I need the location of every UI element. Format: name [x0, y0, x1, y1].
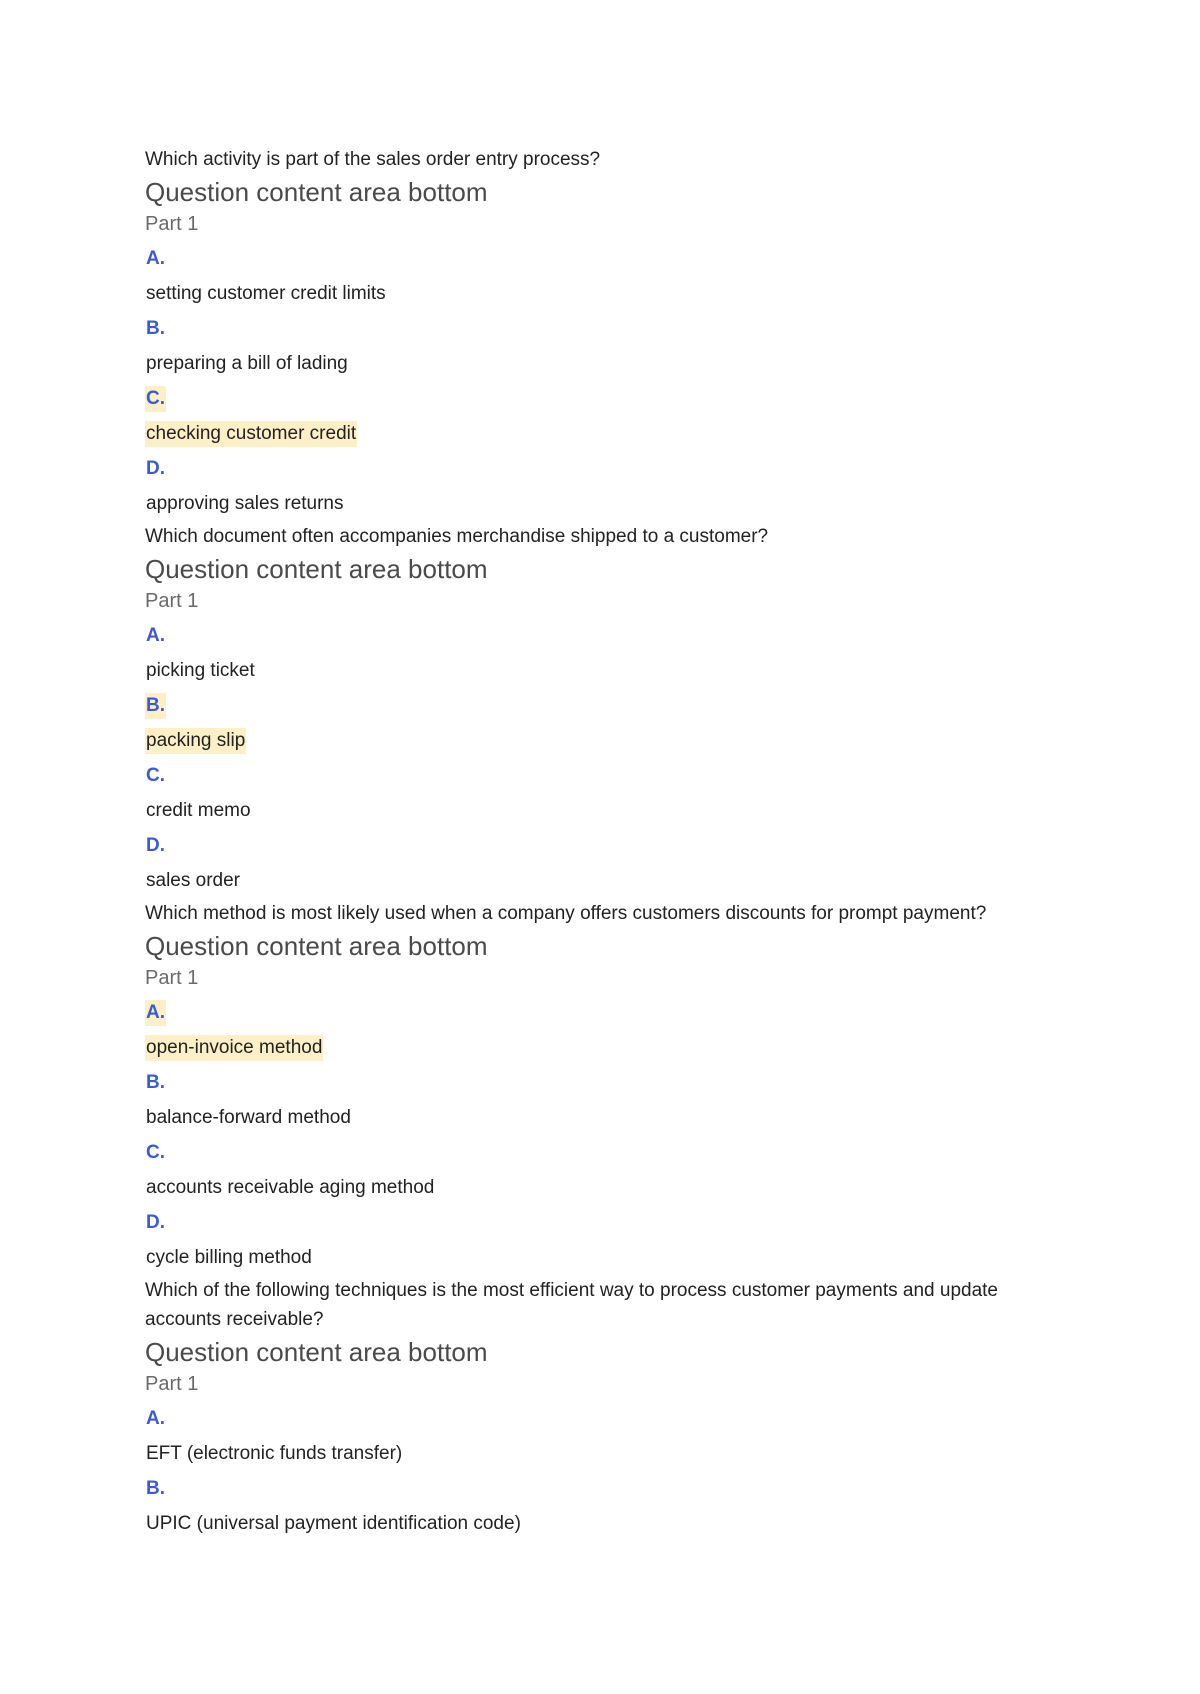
answer-choice-text[interactable]: balance-forward method [146, 1107, 351, 1128]
part-label: Part 1 [145, 1373, 199, 1395]
answer-choice-text[interactable]: approving sales returns [146, 493, 344, 514]
question-block [145, 1276, 1075, 1542]
choice-letter-row [145, 829, 1075, 864]
choice-letter[interactable]: A. [145, 1000, 166, 1026]
choice-letter-row [145, 996, 1075, 1031]
choice-letter-row [145, 1066, 1075, 1101]
question-content-heading: Question content area bottom [145, 931, 488, 961]
choice-letter-row [145, 452, 1075, 487]
choice-letter[interactable]: D. [146, 1212, 165, 1233]
choice-letter-row [145, 312, 1075, 347]
answer-choice-text[interactable]: preparing a bill of lading [146, 353, 348, 374]
question-block [145, 145, 1075, 522]
part-label: Part 1 [145, 213, 199, 235]
question-content-heading: Question content area bottom [145, 554, 488, 584]
choice-letter[interactable]: C. [145, 386, 166, 412]
answer-choice-text[interactable]: sales order [146, 870, 240, 891]
choice-letter[interactable]: C. [146, 1142, 165, 1163]
choice-letter-row [145, 1402, 1075, 1437]
choice-letter[interactable]: A. [146, 1408, 165, 1429]
question-content-heading: Question content area bottom [145, 177, 488, 207]
document-page [145, 145, 1075, 1542]
choice-text-row [145, 1241, 1075, 1276]
choice-text-row [145, 1171, 1075, 1206]
choice-letter-row [145, 689, 1075, 724]
choice-letter-row [145, 759, 1075, 794]
choice-letter[interactable]: A. [146, 625, 165, 646]
choice-letter[interactable]: B. [145, 693, 166, 719]
choice-letter[interactable]: B. [146, 1072, 165, 1093]
question-content-heading: Question content area bottom [145, 1337, 488, 1367]
choice-text-row [145, 1101, 1075, 1136]
choice-text-row [145, 864, 1075, 899]
choice-letter[interactable]: B. [146, 318, 165, 339]
choice-letter-row [145, 1472, 1075, 1507]
choice-letter-row [145, 242, 1075, 277]
question-text: Which activity is part of the sales order entry process? [145, 149, 601, 170]
selected-answer-text[interactable]: open-invoice method [145, 1035, 323, 1061]
choice-letter[interactable]: D. [146, 458, 165, 479]
choice-letter[interactable]: A. [146, 248, 165, 269]
choice-text-row [145, 1031, 1075, 1066]
choice-letter-row [145, 1136, 1075, 1171]
part-label: Part 1 [145, 590, 199, 612]
selected-answer-text[interactable]: checking customer credit [145, 421, 357, 447]
question-text: Which of the following techniques is the most efficient way to process customer payments and update accounts receivable? [145, 1280, 998, 1330]
question-block [145, 522, 1075, 899]
choice-letter-row [145, 382, 1075, 417]
answer-choice-text[interactable]: accounts receivable aging method [146, 1177, 435, 1198]
choice-text-row [145, 794, 1075, 829]
choice-text-row [145, 487, 1075, 522]
answer-choice-text[interactable]: picking ticket [146, 660, 255, 681]
selected-answer-text[interactable]: packing slip [145, 728, 246, 754]
part-label: Part 1 [145, 967, 199, 989]
choice-text-row [145, 724, 1075, 759]
question-block [145, 899, 1075, 1276]
question-text: Which document often accompanies merchandise shipped to a customer? [145, 526, 769, 547]
choice-letter-row [145, 619, 1075, 654]
choice-text-row [145, 1437, 1075, 1472]
choice-letter[interactable]: B. [146, 1478, 165, 1499]
choice-text-row [145, 654, 1075, 689]
choice-text-row [145, 347, 1075, 382]
choice-text-row [145, 1507, 1075, 1542]
answer-choice-text[interactable]: credit memo [146, 800, 251, 821]
answer-choice-text[interactable]: EFT (electronic funds transfer) [146, 1443, 403, 1464]
choice-letter[interactable]: C. [146, 765, 165, 786]
answer-choice-text[interactable]: setting customer credit limits [146, 283, 386, 304]
choice-text-row [145, 277, 1075, 312]
answer-choice-text[interactable]: UPIC (universal payment identification code) [146, 1513, 521, 1534]
choice-text-row [145, 417, 1075, 452]
question-text: Which method is most likely used when a company offers customers discounts for prompt payment? [145, 903, 987, 924]
answer-choice-text[interactable]: cycle billing method [146, 1247, 312, 1268]
choice-letter-row [145, 1206, 1075, 1241]
choice-letter[interactable]: D. [146, 835, 165, 856]
